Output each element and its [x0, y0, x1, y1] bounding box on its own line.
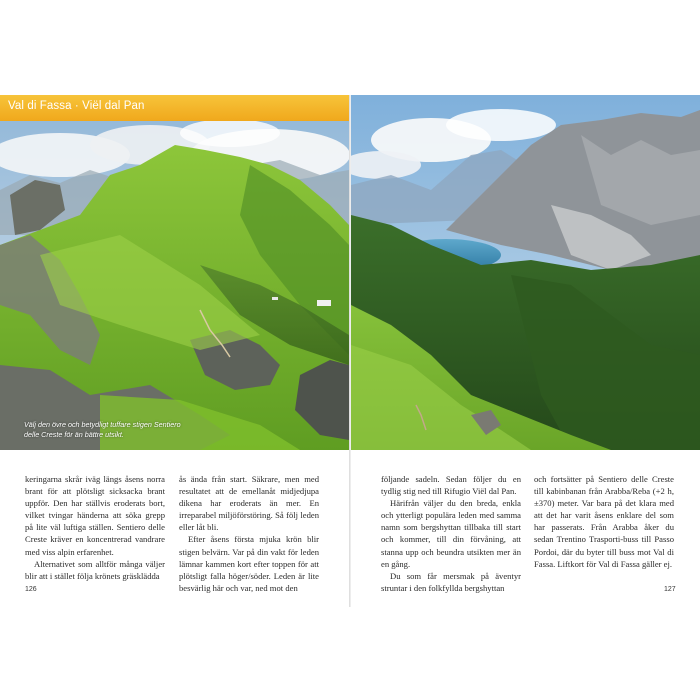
page-number-right: 127 — [664, 586, 676, 593]
paragraph: Härifrån väljer du den breda, enkla och ytterligt populära leden med samma namn som bergshyttan tillbaka till start och kommer, till din förvåning, att stanna upp och beundra utsikten mer än en gång. — [381, 498, 521, 569]
mountain-photo-right — [351, 95, 700, 450]
paragraph: Du som får mersmak på äventyr struntar i den folkfyllda bergshyttan — [381, 570, 521, 593]
right-page-column-2 — [534, 473, 674, 570]
paragraph: keringarna skrår iväg längs åsens norra brant för att plötsligt sicksacka brant uppför. Den har ställvis eroderats bort, vilket tvingar händerna att söka grepp på lite väl luftiga ställen. Sentiero delle Creste kräver en koncentrerad vandrare med viss alpin erfarenhet. — [25, 474, 165, 557]
page-number-left: 126 — [25, 586, 37, 593]
paragraph: Efter åsens första mjuka krön blir stigen belvärn. Var på din vakt för leden lämnar kammen kort efter toppen för att plötsligt falla höger/söder. Leden är lite besvärlig här och var, ned mot den — [179, 534, 319, 593]
left-page-column-1 — [25, 473, 165, 582]
chapter-title-band — [0, 95, 349, 121]
book-spread — [0, 95, 700, 607]
left-page — [0, 95, 349, 607]
paragraph: Alternativet som alltför många väljer blir att i stället följa krönets gräsklädda — [25, 558, 165, 581]
photo-caption: Välj den övre och betydligt tuffare stigen Sentiero delle Creste för än bättre utsikt. — [24, 420, 181, 439]
paragraph: och fortsätter på Sentiero delle Creste till kabinbanan från Arabba/Reba (+2 h, ±370) meter. Var bara på det klara med att det har varit åsens enklare del som har passerats. Från Arabba åker du sedan Trentino Trasporti-buss till Passo Pordoi, där du byter till buss mot Val di Fassa. Liftkort för Val di Fassa gäller ej. — [534, 474, 674, 569]
mountain-photo-left — [0, 95, 349, 450]
chapter-title: Val di Fassa · Viël dal Pan — [8, 100, 145, 112]
left-page-column-2 — [179, 473, 319, 594]
paragraph: ås ända från start. Säkrare, men med resultatet att de emellanåt midjedjupa dikena har eroderats än mer. En irreparabel miljöförstöring. Så följ leden eller låt bli. — [179, 474, 319, 533]
right-page-column-1 — [381, 473, 521, 594]
paragraph: följande sadeln. Sedan följer du en tydlig stig ned till Rifugio Viël dal Pan. — [381, 474, 521, 497]
right-page — [351, 95, 700, 607]
